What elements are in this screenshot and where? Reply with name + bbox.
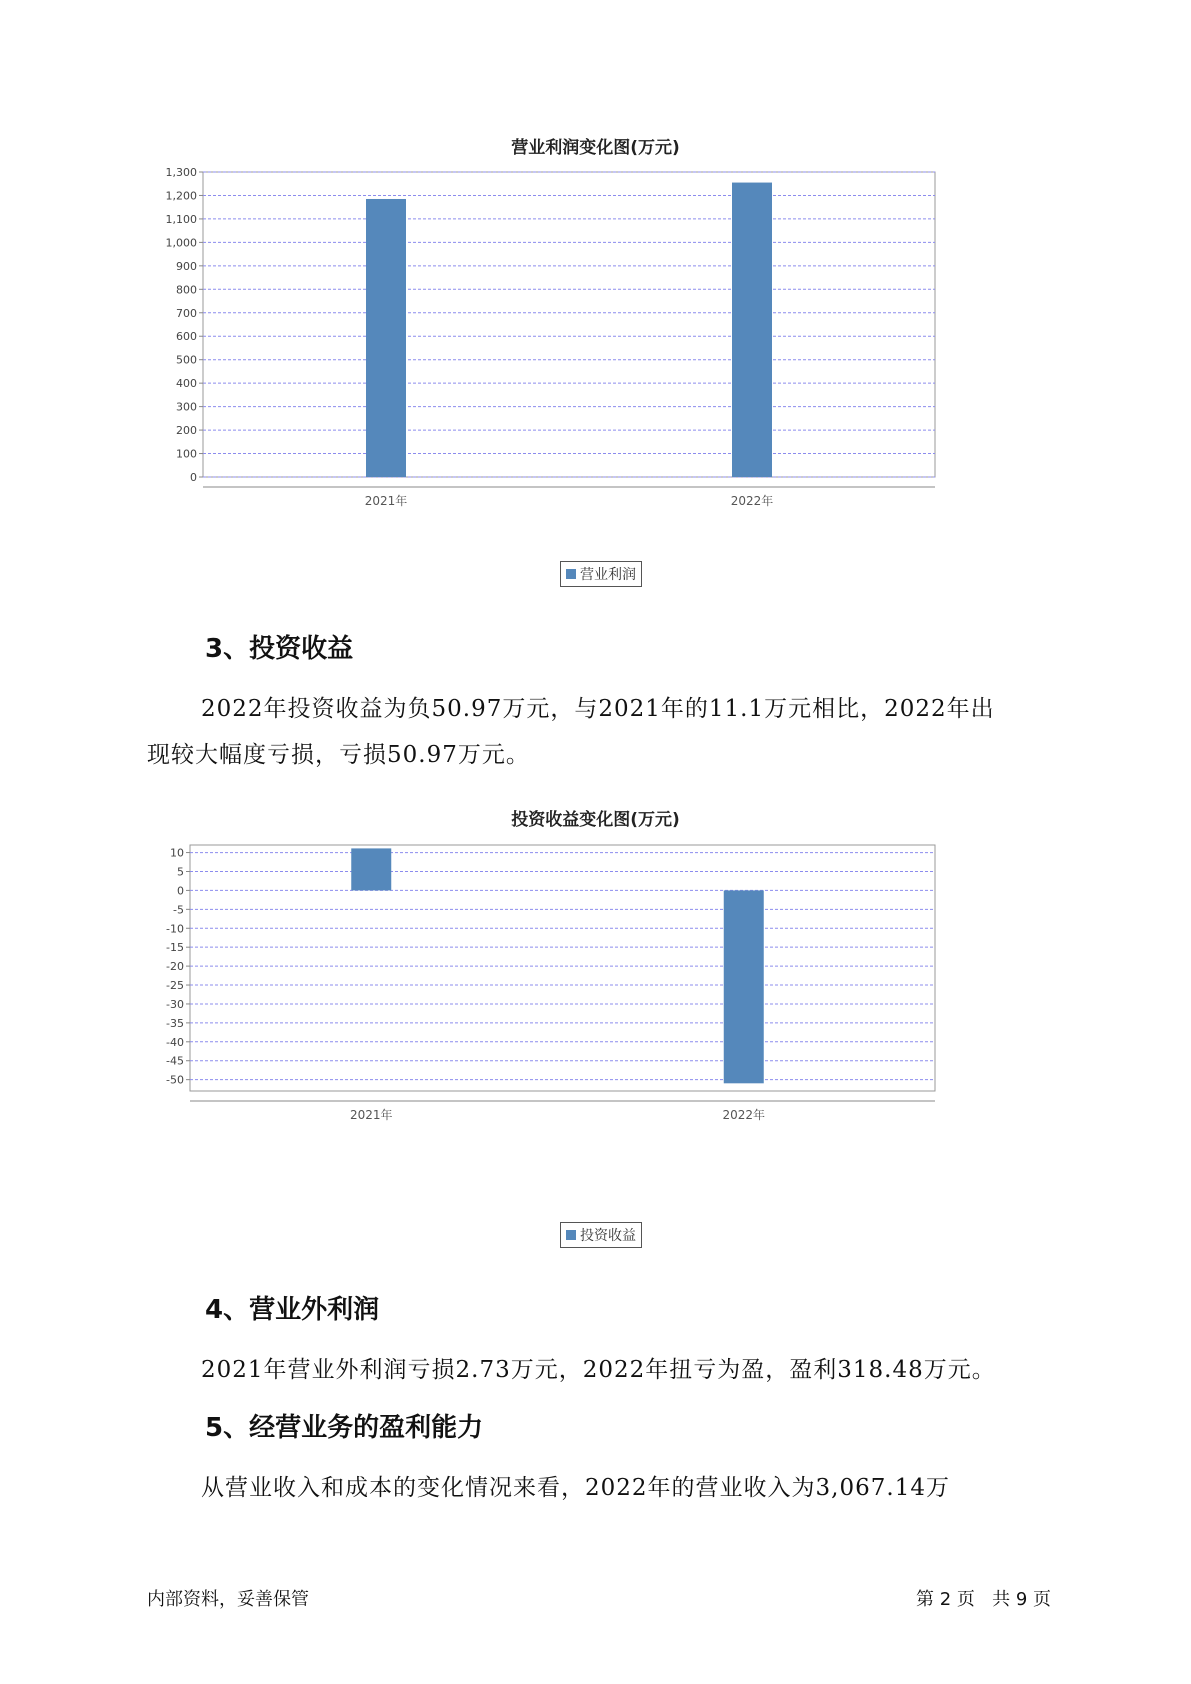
plot-area bbox=[190, 845, 935, 1091]
footer-left: 内部资料，妥善保管 bbox=[147, 1589, 309, 1610]
section3-para-line2: 现较大幅度亏损，亏损50.97万元。 bbox=[147, 742, 530, 768]
y-tick-label: -10 bbox=[166, 922, 184, 936]
y-tick-label: 700 bbox=[176, 306, 197, 320]
chart1-legend-label: 营业利润 bbox=[580, 567, 636, 583]
section3-heading: 3、投资收益 bbox=[205, 634, 354, 664]
footer-page-number: 第 2 页 共 9 页 bbox=[916, 1589, 1051, 1610]
chart2-title: 投资收益变化图(万元) bbox=[511, 810, 680, 830]
y-tick-label: 1,200 bbox=[165, 189, 197, 203]
y-tick-label: 0 bbox=[190, 471, 197, 484]
section3-para-line1: 2022年投资收益为负50.97万元，与2021年的11.1万元相比，2022年出 bbox=[201, 696, 995, 722]
operating-profit-chart bbox=[140, 165, 1040, 545]
y-tick-label: -20 bbox=[166, 960, 184, 974]
section4-para: 2021年营业外利润亏损2.73万元，2022年扭亏为盈，盈利318.48万元。 bbox=[201, 1357, 996, 1383]
y-tick-label: -5 bbox=[173, 903, 184, 917]
y-tick-label: -25 bbox=[166, 979, 184, 993]
y-tick-label: 200 bbox=[176, 424, 197, 438]
plot-area bbox=[203, 172, 935, 477]
y-tick-label: -40 bbox=[166, 1035, 184, 1049]
y-tick-label: 5 bbox=[177, 865, 184, 879]
y-tick-label: 600 bbox=[176, 330, 197, 344]
section4-heading: 4、营业外利润 bbox=[205, 1295, 380, 1325]
bar bbox=[366, 199, 406, 477]
legend-swatch bbox=[566, 1230, 576, 1240]
y-tick-label: -15 bbox=[166, 941, 184, 955]
y-tick-label: 400 bbox=[176, 377, 197, 391]
y-tick-label: -50 bbox=[166, 1073, 184, 1087]
x-tick-label: 2021年 bbox=[364, 494, 408, 508]
y-tick-label: 100 bbox=[176, 447, 197, 461]
y-tick-label: 900 bbox=[176, 259, 197, 273]
x-tick-label: 2022年 bbox=[730, 494, 774, 508]
bar bbox=[351, 848, 391, 890]
bar bbox=[732, 183, 772, 477]
y-tick-label: 1,300 bbox=[165, 166, 197, 179]
section5-para: 从营业收入和成本的变化情况来看，2022年的营业收入为3,067.14万 bbox=[201, 1475, 950, 1501]
y-tick-label: 1,000 bbox=[165, 236, 197, 250]
y-tick-label: -30 bbox=[166, 997, 184, 1011]
bar bbox=[724, 890, 764, 1083]
y-tick-label: 500 bbox=[176, 353, 197, 367]
x-tick-label: 2022年 bbox=[722, 1108, 766, 1122]
y-tick-label: 300 bbox=[176, 400, 197, 414]
section5-heading: 5、经营业务的盈利能力 bbox=[205, 1413, 484, 1443]
chart2-legend-label: 投资收益 bbox=[580, 1228, 636, 1244]
chart1-title: 营业利润变化图(万元) bbox=[511, 138, 680, 158]
investment-income-chart bbox=[140, 838, 1040, 1218]
y-tick-label: 0 bbox=[177, 884, 184, 898]
x-tick-label: 2021年 bbox=[349, 1108, 393, 1122]
y-tick-label: 1,100 bbox=[165, 212, 197, 226]
chart2-legend bbox=[560, 1222, 642, 1248]
chart1-legend bbox=[560, 561, 642, 587]
y-tick-label: -35 bbox=[166, 1016, 184, 1030]
legend-swatch bbox=[566, 569, 576, 579]
y-tick-label: -45 bbox=[166, 1054, 184, 1068]
y-tick-label: 10 bbox=[170, 846, 184, 860]
y-tick-label: 800 bbox=[176, 283, 197, 297]
